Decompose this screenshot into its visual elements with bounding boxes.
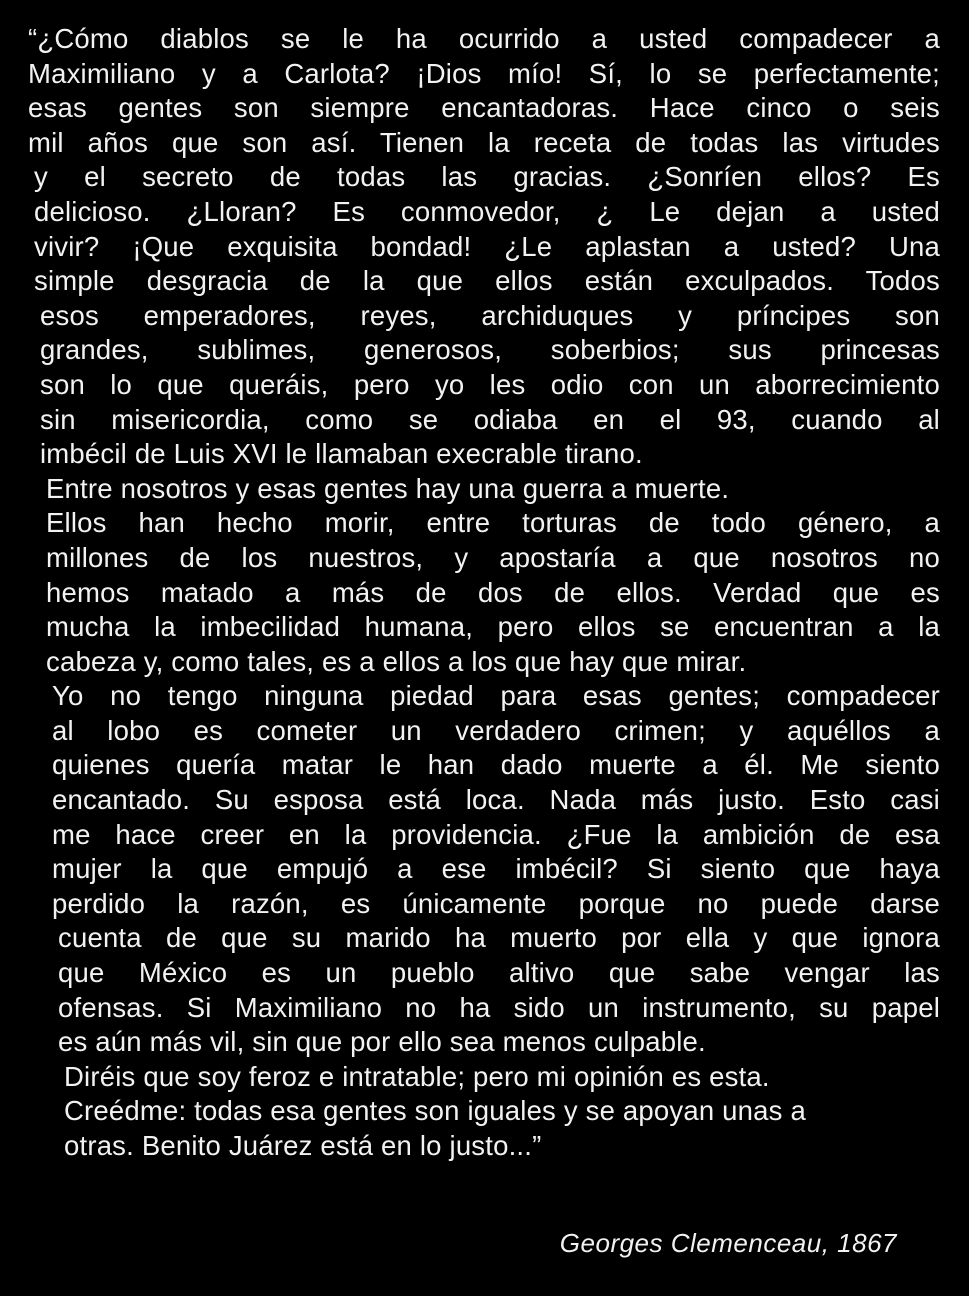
quote-line: imbécil de Luis XVI le llamaban execrable tirano. — [40, 438, 643, 470]
quote-block — [28, 22, 940, 1164]
quote-line: que México es un pueblo altivo que sabe vengar las — [58, 957, 940, 989]
quote-line: cuenta de que su marido ha muerto por ella y que ignora — [58, 922, 940, 954]
quote-line: sin misericordia, como se odiaba en el 93, cuando al — [40, 403, 940, 435]
quote-line: Ellos han hecho morir, entre torturas de todo género, a — [46, 507, 940, 539]
quote-line: ofensas. Si Maximiliano no ha sido un instrumento, su papel — [58, 991, 940, 1023]
quote-line: simple desgracia de la que ellos están exculpados. Todos — [34, 265, 940, 297]
quote-line: Diréis que soy feroz e intratable; pero mi opinión es esta. — [64, 1060, 770, 1092]
quote-line: perdido la razón, es únicamente porque no puede darse — [52, 887, 940, 919]
quote-line: vivir? ¡Que exquisita bondad! ¿Le aplastan a usted? Una — [34, 230, 940, 262]
quote-line: mujer la que empujó a ese imbécil? Si siento que haya — [52, 853, 940, 885]
quote-line: hemos matado a más de dos de ellos. Verdad que es — [46, 576, 940, 608]
quote-line: “¿Cómo diablos se le ha ocurrido a usted compadecer a — [28, 23, 940, 54]
quote-line: Entre nosotros y esas gentes hay una guerra a muerte. — [46, 472, 730, 504]
quote-line: mil años que son así. Tienen la receta de todas las virtudes — [28, 126, 940, 158]
quote-line: Yo no tengo ninguna piedad para esas gentes; compadecer — [52, 680, 940, 712]
quote-line: son lo que queráis, pero yo les odio con un aborrecimiento — [40, 368, 940, 400]
quote-line: Maximiliano y a Carlota? ¡Dios mío! Sí, lo se perfectamente; — [28, 57, 940, 89]
quote-line: y el secreto de todas las gracias. ¿Sonríen ellos? Es — [34, 161, 940, 193]
quote-line: delicioso. ¿Lloran? Es conmovedor, ¿ Le dejan a usted — [34, 195, 940, 227]
quote-line: millones de los nuestros, y apostaría a que nosotros no — [46, 541, 940, 573]
quote-line: esos emperadores, reyes, archiduques y príncipes son — [40, 299, 940, 331]
quote-line: otras. Benito Juárez está en lo justo...” — [64, 1130, 542, 1161]
quote-line: grandes, sublimes, generosos, soberbios; sus princesas — [40, 334, 940, 366]
quote-line: es aún más vil, sin que por ello sea menos culpable. — [58, 1026, 706, 1058]
quote-line: esas gentes son siempre encantadoras. Hace cinco o seis — [28, 92, 940, 124]
quote-line: encantado. Su esposa está loca. Nada más justo. Esto casi — [52, 784, 940, 816]
signature: Georges Clemenceau, 1867 — [559, 1228, 897, 1258]
quote-line: mucha la imbecilidad humana, pero ellos se encuentran a la — [46, 611, 940, 643]
quote-line: al lobo es cometer un verdadero crimen; y aquéllos a — [52, 714, 940, 746]
quote-line: Creédme: todas esa gentes son iguales y se apoyan unas a — [64, 1095, 806, 1127]
quote-line: quienes quería matar le han dado muerte a él. Me siento — [52, 749, 940, 781]
quote-line: me hace creer en la providencia. ¿Fue la ambición de esa — [52, 818, 940, 850]
quote-line: cabeza y, como tales, es a ellos a los que hay que mirar. — [46, 645, 747, 677]
